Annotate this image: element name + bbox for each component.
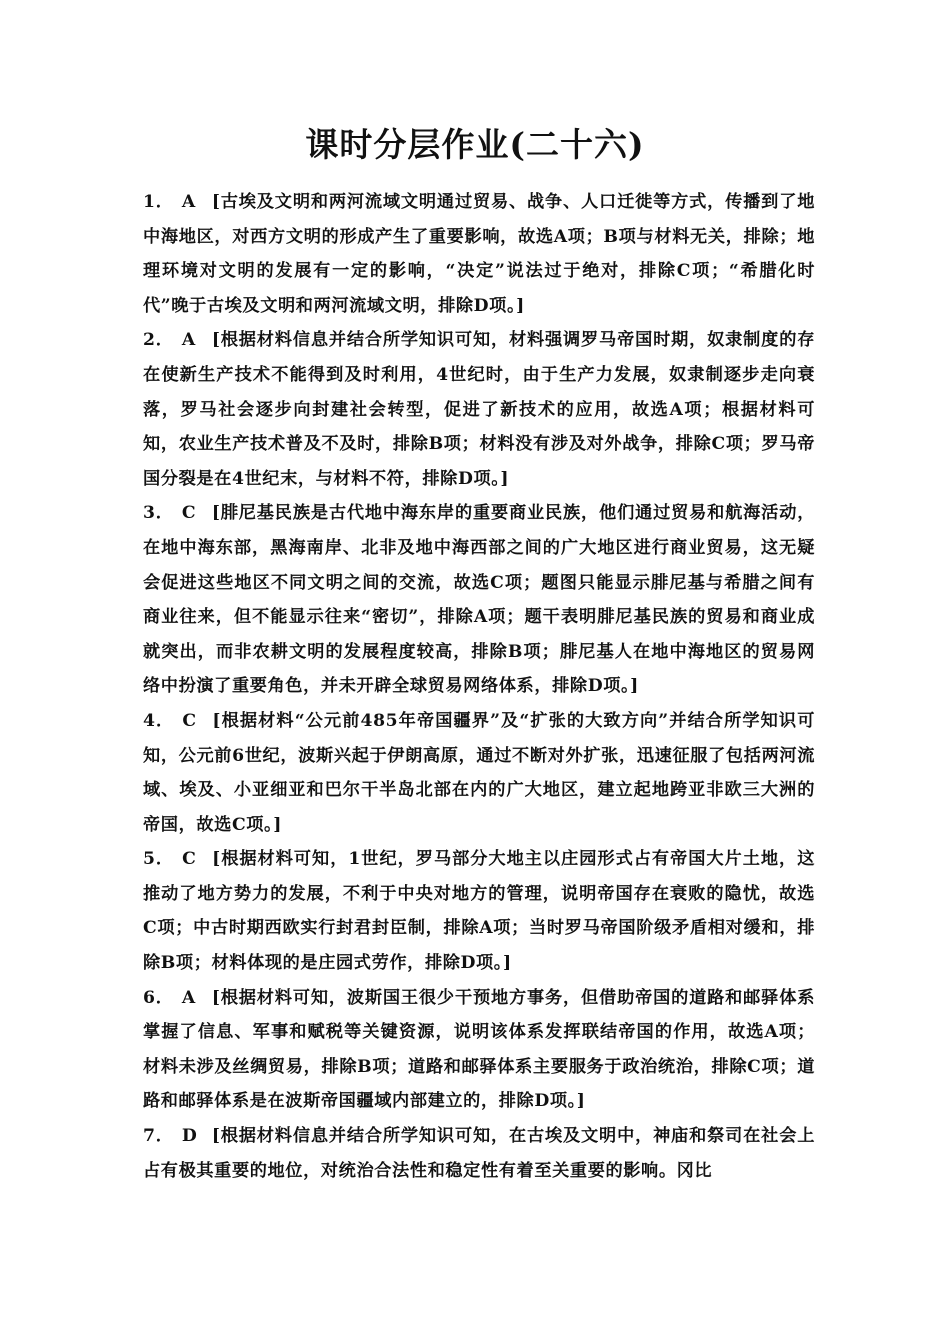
- answer-choice: A: [181, 330, 196, 351]
- answer-list: [143, 185, 815, 1188]
- answer-explanation: [古埃及文明和两河流域文明通过贸易、战争、人口迁徙等方式，传播到了地中海地区，对西方文明的形成产生了重要影响，故选A项；B项与材料无关，排除；地理环境对文明的发展有一定的影响，“决定”说法过于绝对，排除C项；“希腊化时代”晚于古埃及文明和两河流域文明，排除D项。]: [143, 192, 815, 316]
- answer-choice: A: [181, 192, 196, 212]
- page-title: 课时分层作业(二十六): [305, 125, 645, 164]
- question-number: 3．: [143, 503, 174, 524]
- answer-item-6: [143, 981, 815, 1119]
- answer-choice: C: [182, 849, 197, 870]
- question-number: 4．: [143, 710, 175, 731]
- answer-choice: D: [181, 1126, 198, 1147]
- question-number: 5．: [143, 849, 175, 870]
- question-number: 7．: [143, 1126, 174, 1147]
- answer-choice: C: [182, 710, 197, 731]
- question-number: 6．: [143, 987, 174, 1008]
- question-number: 2．: [143, 330, 174, 351]
- answer-item-5: [143, 842, 815, 980]
- answer-item-7: [143, 1119, 815, 1188]
- answer-choice: A: [181, 987, 196, 1008]
- answer-explanation: [根据材料可知，1世纪，罗马部分大地主以庄园形式占有帝国大片土地，这推动了地方势力的发展，不利于中央对地方的管理，说明帝国存在衰败的隐忧，故选C项；中古时期西欧实行封君封臣制，排除A项；当时罗马帝国阶级矛盾相对缓和，排除B项；材料体现的是庄园式劳作，排除D项。]: [143, 849, 815, 974]
- answer-explanation: [根据材料信息并结合所学知识可知，在古埃及文明中，神庙和祭司在社会上占有极其重要的地位，对统治合法性和稳定性有着至关重要的影响。冈比: [143, 1126, 815, 1181]
- answer-explanation: [腓尼基民族是古代地中海东岸的重要商业民族，他们通过贸易和航海活动，在地中海东部，黑海南岸、北非及地中海西部之间的广大地区进行商业贸易，这无疑会促进这些地区不同文明之间的交流，故选C项；题图只能显示腓尼基与希腊之间有商业往来，但不能显示往来“密切”，排除A项；题干表明腓尼基民族的贸易和商业成就突出，而非农耕文明的发展程度较高，排除B项；腓尼基人在地中海地区的贸易网络中扮演了重要角色，并未开辟全球贸易网络体系，排除D项。]: [143, 503, 815, 697]
- question-number: 1．: [143, 192, 174, 212]
- answer-choice: C: [181, 503, 197, 524]
- answer-item-4: [143, 704, 815, 842]
- answer-item-1: [143, 185, 815, 323]
- answer-explanation: [根据材料信息并结合所学知识可知，材料强调罗马帝国时期，奴隶制度的存在使新生产技术不能得到及时利用，4世纪时，由于生产力发展，奴隶制逐步走向衰落，罗马社会逐步向封建社会转型，促进了新技术的应用，故选A项；根据材料可知，农业生产技术普及不及时，排除B项；材料没有涉及对外战争，排除C项；罗马帝国分裂是在4世纪末，与材料不符，排除D项。]: [143, 330, 815, 489]
- answer-explanation: [根据材料“公元前485年帝国疆界”及“扩张的大致方向”并结合所学知识可知，公元前6世纪，波斯兴起于伊朗高原，通过不断对外扩张，迅速征服了包括两河流域、埃及、小亚细亚和巴尔干半岛北部在内的广大地区，建立起地跨亚非欧三大洲的帝国，故选C项。]: [143, 710, 815, 835]
- answer-item-3: [143, 496, 815, 704]
- answer-explanation: [根据材料可知，波斯国王很少干预地方事务，但借助帝国的道路和邮驿体系掌握了信息、军事和赋税等关键资源，说明该体系发挥联结帝国的作用，故选A项；材料未涉及丝绸贸易，排除B项；道路和邮驿体系主要服务于政治统治，排除C项；道路和邮驿体系是在波斯帝国疆域内部建立的，排除D项。]: [143, 987, 815, 1112]
- answer-item-2: [143, 323, 815, 496]
